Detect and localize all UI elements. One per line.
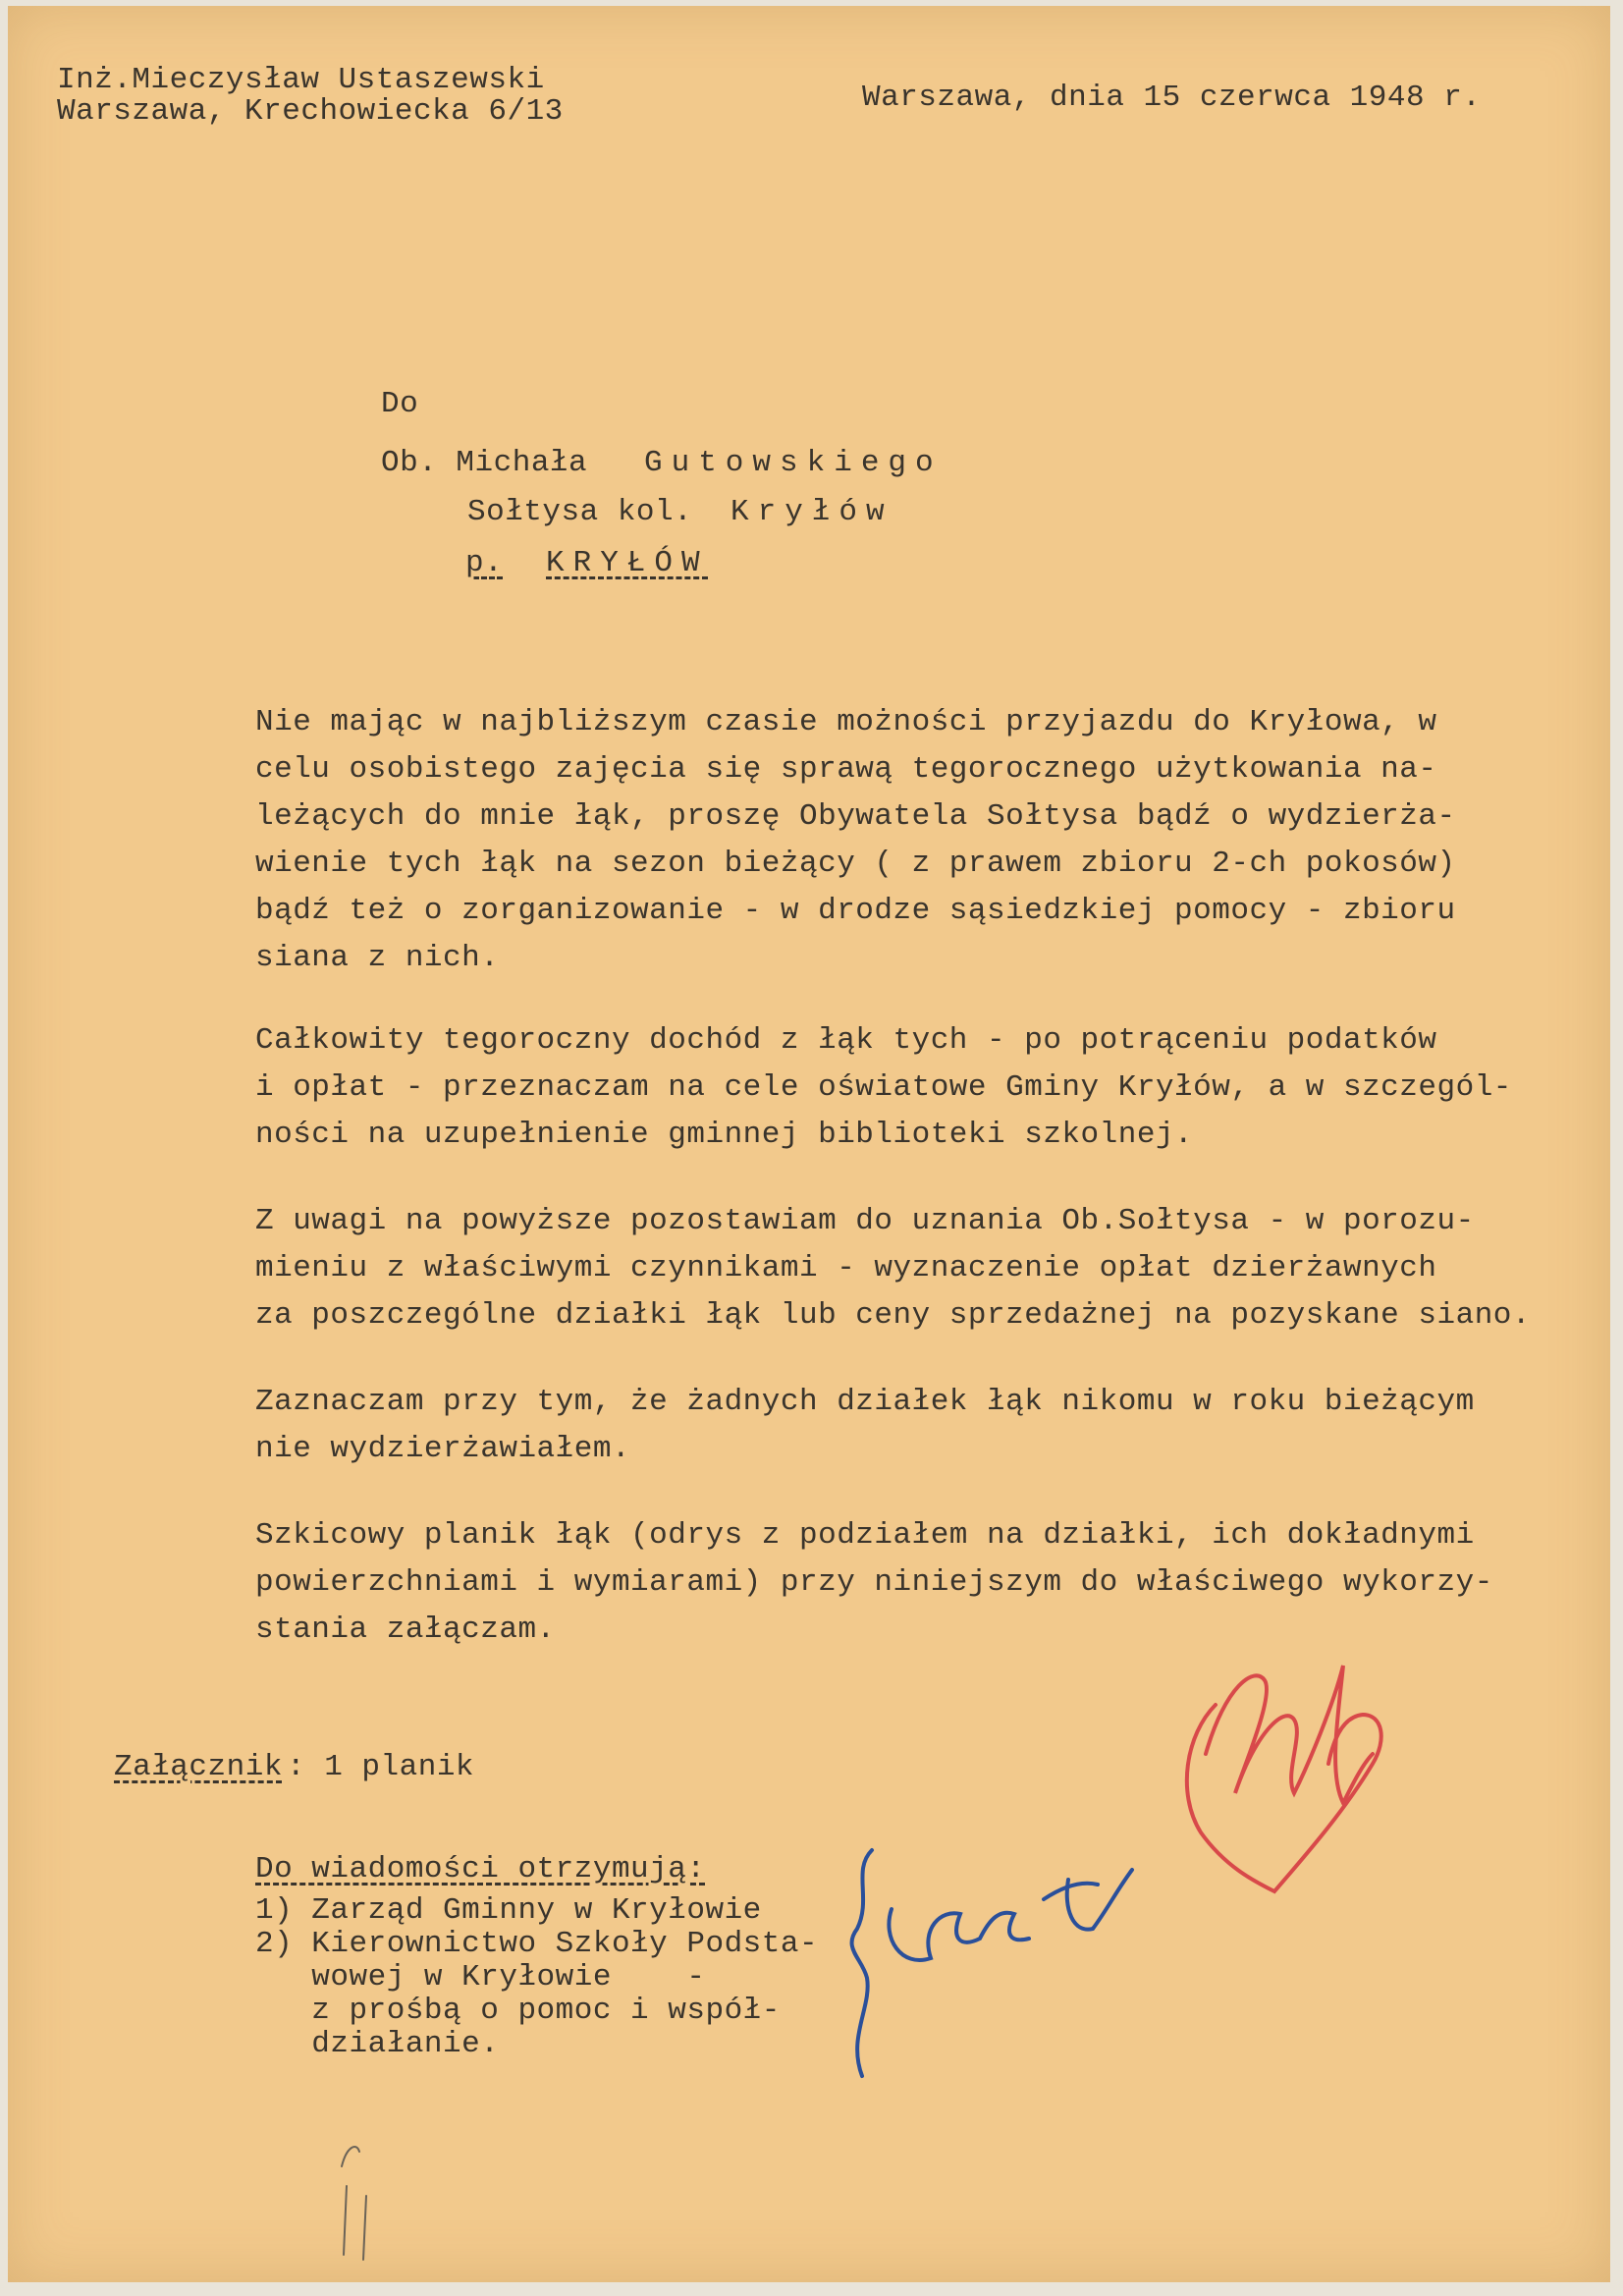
cc-heading: Do wiadomości otrzymują: (255, 1852, 706, 1886)
cc-item: z prośbą o pomoc i współ- (255, 1994, 781, 2028)
addressee-post-town: KRYŁÓW (546, 546, 709, 580)
body-line: leżących do mnie łąk, proszę Obywatela Sołtysa bądź o wydzierża- (255, 799, 1456, 834)
cc-item: działanie. (255, 2027, 500, 2061)
body-line: i opłat - przeznaczam na cele oświatowe Gminy Kryłów, a w szczegól- (255, 1070, 1512, 1105)
body-line: celu osobistego zajęcia się sprawą tegorocznego użytkowania na- (255, 752, 1437, 787)
body-line: nie wydzierżawiałem. (255, 1432, 631, 1466)
cc-item: 2) Kierownictwo Szkoły Podsta- (255, 1927, 819, 1961)
body-line: za poszczególne działki łąk lub ceny sprzedażnej na pozyskane siano. (255, 1298, 1532, 1333)
body-line: Zaznaczam przy tym, że żadnych działek łąk nikomu w roku bieżącym (255, 1385, 1475, 1419)
attachment-label: Załącznik (114, 1750, 283, 1784)
body-line: Z uwagi na powyższe pozostawiam do uznania Ob.Sołtysa - w porozu- (255, 1204, 1475, 1238)
body-line: Nie mając w najbliższym czasie możności przyjazdu do Kryłowa, w (255, 705, 1437, 739)
body-line: bądź też o zorganizowanie - w drodze sąsiedzkiej pomocy - zbioru (255, 894, 1456, 928)
attachment-value: : 1 planik (287, 1750, 475, 1784)
letter-page (8, 6, 1610, 2282)
red-signature (1147, 1646, 1422, 1901)
addressee-village: Kryłów (730, 495, 893, 529)
sender-name: Inż.Mieczysław Ustaszewski (57, 63, 545, 97)
cc-item: 1) Zarząd Gminny w Kryłowie (255, 1893, 762, 1928)
body-line: stania załączam. (255, 1613, 556, 1647)
addressee-surname: Gutowskiego (644, 446, 943, 480)
blue-handwritten-note (833, 1840, 1157, 2086)
cc-item: wowej w Kryłowie - (255, 1960, 706, 1995)
body-line: wienie tych łąk na sezon bieżący ( z prawem zbioru 2-ch pokosów) (255, 847, 1456, 881)
addressee-title: Ob. Michała (381, 446, 588, 480)
body-line: mieniu z właściwymi czynnikami - wyznaczenie opłat dzierżawnych (255, 1251, 1437, 1285)
addressee-do: Do (381, 387, 419, 421)
sender-address: Warszawa, Krechowiecka 6/13 (57, 94, 564, 129)
body-line: ności na uzupełnienie gminnej biblioteki szkolnej. (255, 1118, 1194, 1152)
addressee-role: Sołtysa kol. (467, 495, 693, 529)
body-line: siana z nich. (255, 941, 500, 975)
body-line: Całkowity tegoroczny dochód z łąk tych - po potrąceniu podatków (255, 1023, 1437, 1058)
date-line: Warszawa, dnia 15 czerwca 1948 r. (862, 81, 1482, 115)
body-line: powierzchniami i wymiarami) przy niniejszym do właściwego wykorzy- (255, 1565, 1493, 1600)
pencil-marks (332, 2127, 391, 2265)
body-line: Szkicowy planik łąk (odrys z podziałem na działki, ich dokładnymi (255, 1518, 1475, 1553)
addressee-post-prefix: p. (465, 546, 504, 580)
